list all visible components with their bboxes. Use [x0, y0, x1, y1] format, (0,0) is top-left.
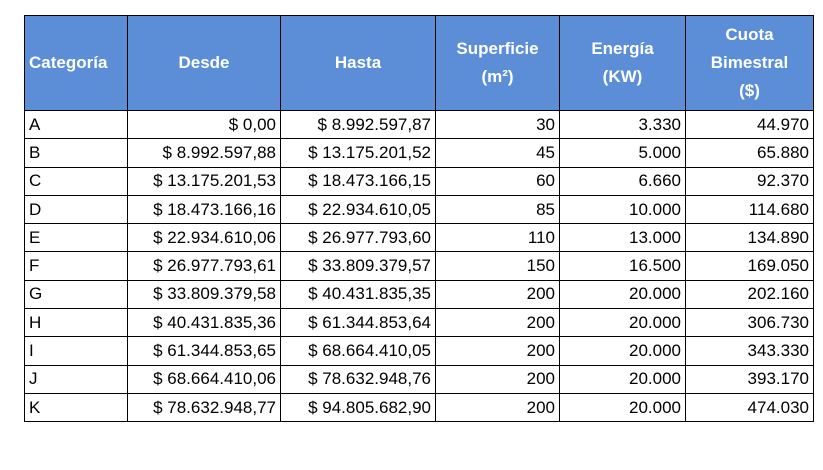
table-row — [25, 139, 814, 167]
cell-categoria: K — [25, 393, 128, 421]
cell-cuota: 44.970 — [686, 111, 814, 139]
cell-superficie: 200 — [436, 393, 560, 421]
cell-desde: $ 68.664.410,06 — [128, 365, 281, 393]
cell-energia: 20.000 — [560, 309, 686, 337]
cell-cuota: 393.170 — [686, 365, 814, 393]
cell-superficie: 200 — [436, 280, 560, 308]
table-row — [25, 280, 814, 308]
cell-categoria: G — [25, 280, 128, 308]
cell-energia: 20.000 — [560, 337, 686, 365]
cell-hasta: $ 61.344.853,64 — [281, 309, 436, 337]
cell-categoria: A — [25, 111, 128, 139]
header-cuota-line3: ($) — [739, 81, 760, 100]
cell-desde: $ 22.934.610,06 — [128, 224, 281, 252]
cell-energia: 16.500 — [560, 252, 686, 280]
header-superficie — [436, 16, 560, 111]
cell-hasta: $ 13.175.201,52 — [281, 139, 436, 167]
cell-cuota: 202.160 — [686, 280, 814, 308]
cell-categoria: H — [25, 309, 128, 337]
header-energia-line2: (KW) — [602, 67, 643, 86]
table-row — [25, 195, 814, 223]
cell-superficie: 200 — [436, 337, 560, 365]
cell-hasta: $ 40.431.835,35 — [281, 280, 436, 308]
cell-categoria: D — [25, 195, 128, 223]
cell-cuota: 306.730 — [686, 309, 814, 337]
cell-superficie: 45 — [436, 139, 560, 167]
cell-superficie: 85 — [436, 195, 560, 223]
header-cuota-line1: Cuota — [725, 25, 774, 44]
cell-hasta: $ 8.992.597,87 — [281, 111, 436, 139]
header-energia-line1: Energía — [591, 39, 654, 58]
cell-cuota: 134.890 — [686, 224, 814, 252]
cell-superficie: 60 — [436, 167, 560, 195]
cell-cuota: 114.680 — [686, 195, 814, 223]
cell-desde: $ 33.809.379,58 — [128, 280, 281, 308]
cell-hasta: $ 94.805.682,90 — [281, 393, 436, 421]
cell-energia: 20.000 — [560, 365, 686, 393]
cell-categoria: J — [25, 365, 128, 393]
cell-superficie: 150 — [436, 252, 560, 280]
cell-energia: 13.000 — [560, 224, 686, 252]
table-row — [25, 337, 814, 365]
table-row — [25, 393, 814, 421]
cell-categoria: E — [25, 224, 128, 252]
table-body — [25, 111, 814, 422]
cell-hasta: $ 18.473.166,15 — [281, 167, 436, 195]
cell-desde: $ 8.992.597,88 — [128, 139, 281, 167]
cell-categoria: I — [25, 337, 128, 365]
cell-energia: 6.660 — [560, 167, 686, 195]
cell-energia: 20.000 — [560, 280, 686, 308]
cell-cuota: 474.030 — [686, 393, 814, 421]
cell-energia: 5.000 — [560, 139, 686, 167]
cell-desde: $ 61.344.853,65 — [128, 337, 281, 365]
cell-desde: $ 78.632.948,77 — [128, 393, 281, 421]
table-row — [25, 111, 814, 139]
cell-hasta: $ 22.934.610,05 — [281, 195, 436, 223]
cell-desde: $ 13.175.201,53 — [128, 167, 281, 195]
header-categoria: Categoría — [25, 16, 128, 111]
cell-hasta: $ 33.809.379,57 — [281, 252, 436, 280]
header-energia — [560, 16, 686, 111]
cell-cuota: 92.370 — [686, 167, 814, 195]
header-row — [25, 16, 814, 111]
cell-cuota: 169.050 — [686, 252, 814, 280]
cell-superficie: 30 — [436, 111, 560, 139]
table-header — [25, 16, 814, 111]
cell-superficie: 200 — [436, 309, 560, 337]
table-row — [25, 167, 814, 195]
table-row — [25, 252, 814, 280]
cell-categoria: C — [25, 167, 128, 195]
table-row — [25, 365, 814, 393]
header-desde: Desde — [128, 16, 281, 111]
cell-hasta: $ 68.664.410,05 — [281, 337, 436, 365]
categories-table — [24, 15, 814, 422]
cell-desde: $ 0,00 — [128, 111, 281, 139]
cell-energia: 3.330 — [560, 111, 686, 139]
cell-hasta: $ 78.632.948,76 — [281, 365, 436, 393]
cell-categoria: F — [25, 252, 128, 280]
header-hasta: Hasta — [281, 16, 436, 111]
cell-superficie: 110 — [436, 224, 560, 252]
cell-categoria: B — [25, 139, 128, 167]
cell-superficie: 200 — [436, 365, 560, 393]
table-row — [25, 309, 814, 337]
header-superficie-line1: Superficie — [456, 39, 539, 58]
cell-hasta: $ 26.977.793,60 — [281, 224, 436, 252]
cell-desde: $ 40.431.835,36 — [128, 309, 281, 337]
cell-energia: 10.000 — [560, 195, 686, 223]
cell-cuota: 65.880 — [686, 139, 814, 167]
table-row — [25, 224, 814, 252]
cell-desde: $ 26.977.793,61 — [128, 252, 281, 280]
header-superficie-line2: (m²) — [481, 67, 514, 86]
header-cuota-line2: Bimestral — [710, 53, 789, 72]
cell-desde: $ 18.473.166,16 — [128, 195, 281, 223]
cell-energia: 20.000 — [560, 393, 686, 421]
header-cuota — [686, 16, 814, 111]
cell-cuota: 343.330 — [686, 337, 814, 365]
